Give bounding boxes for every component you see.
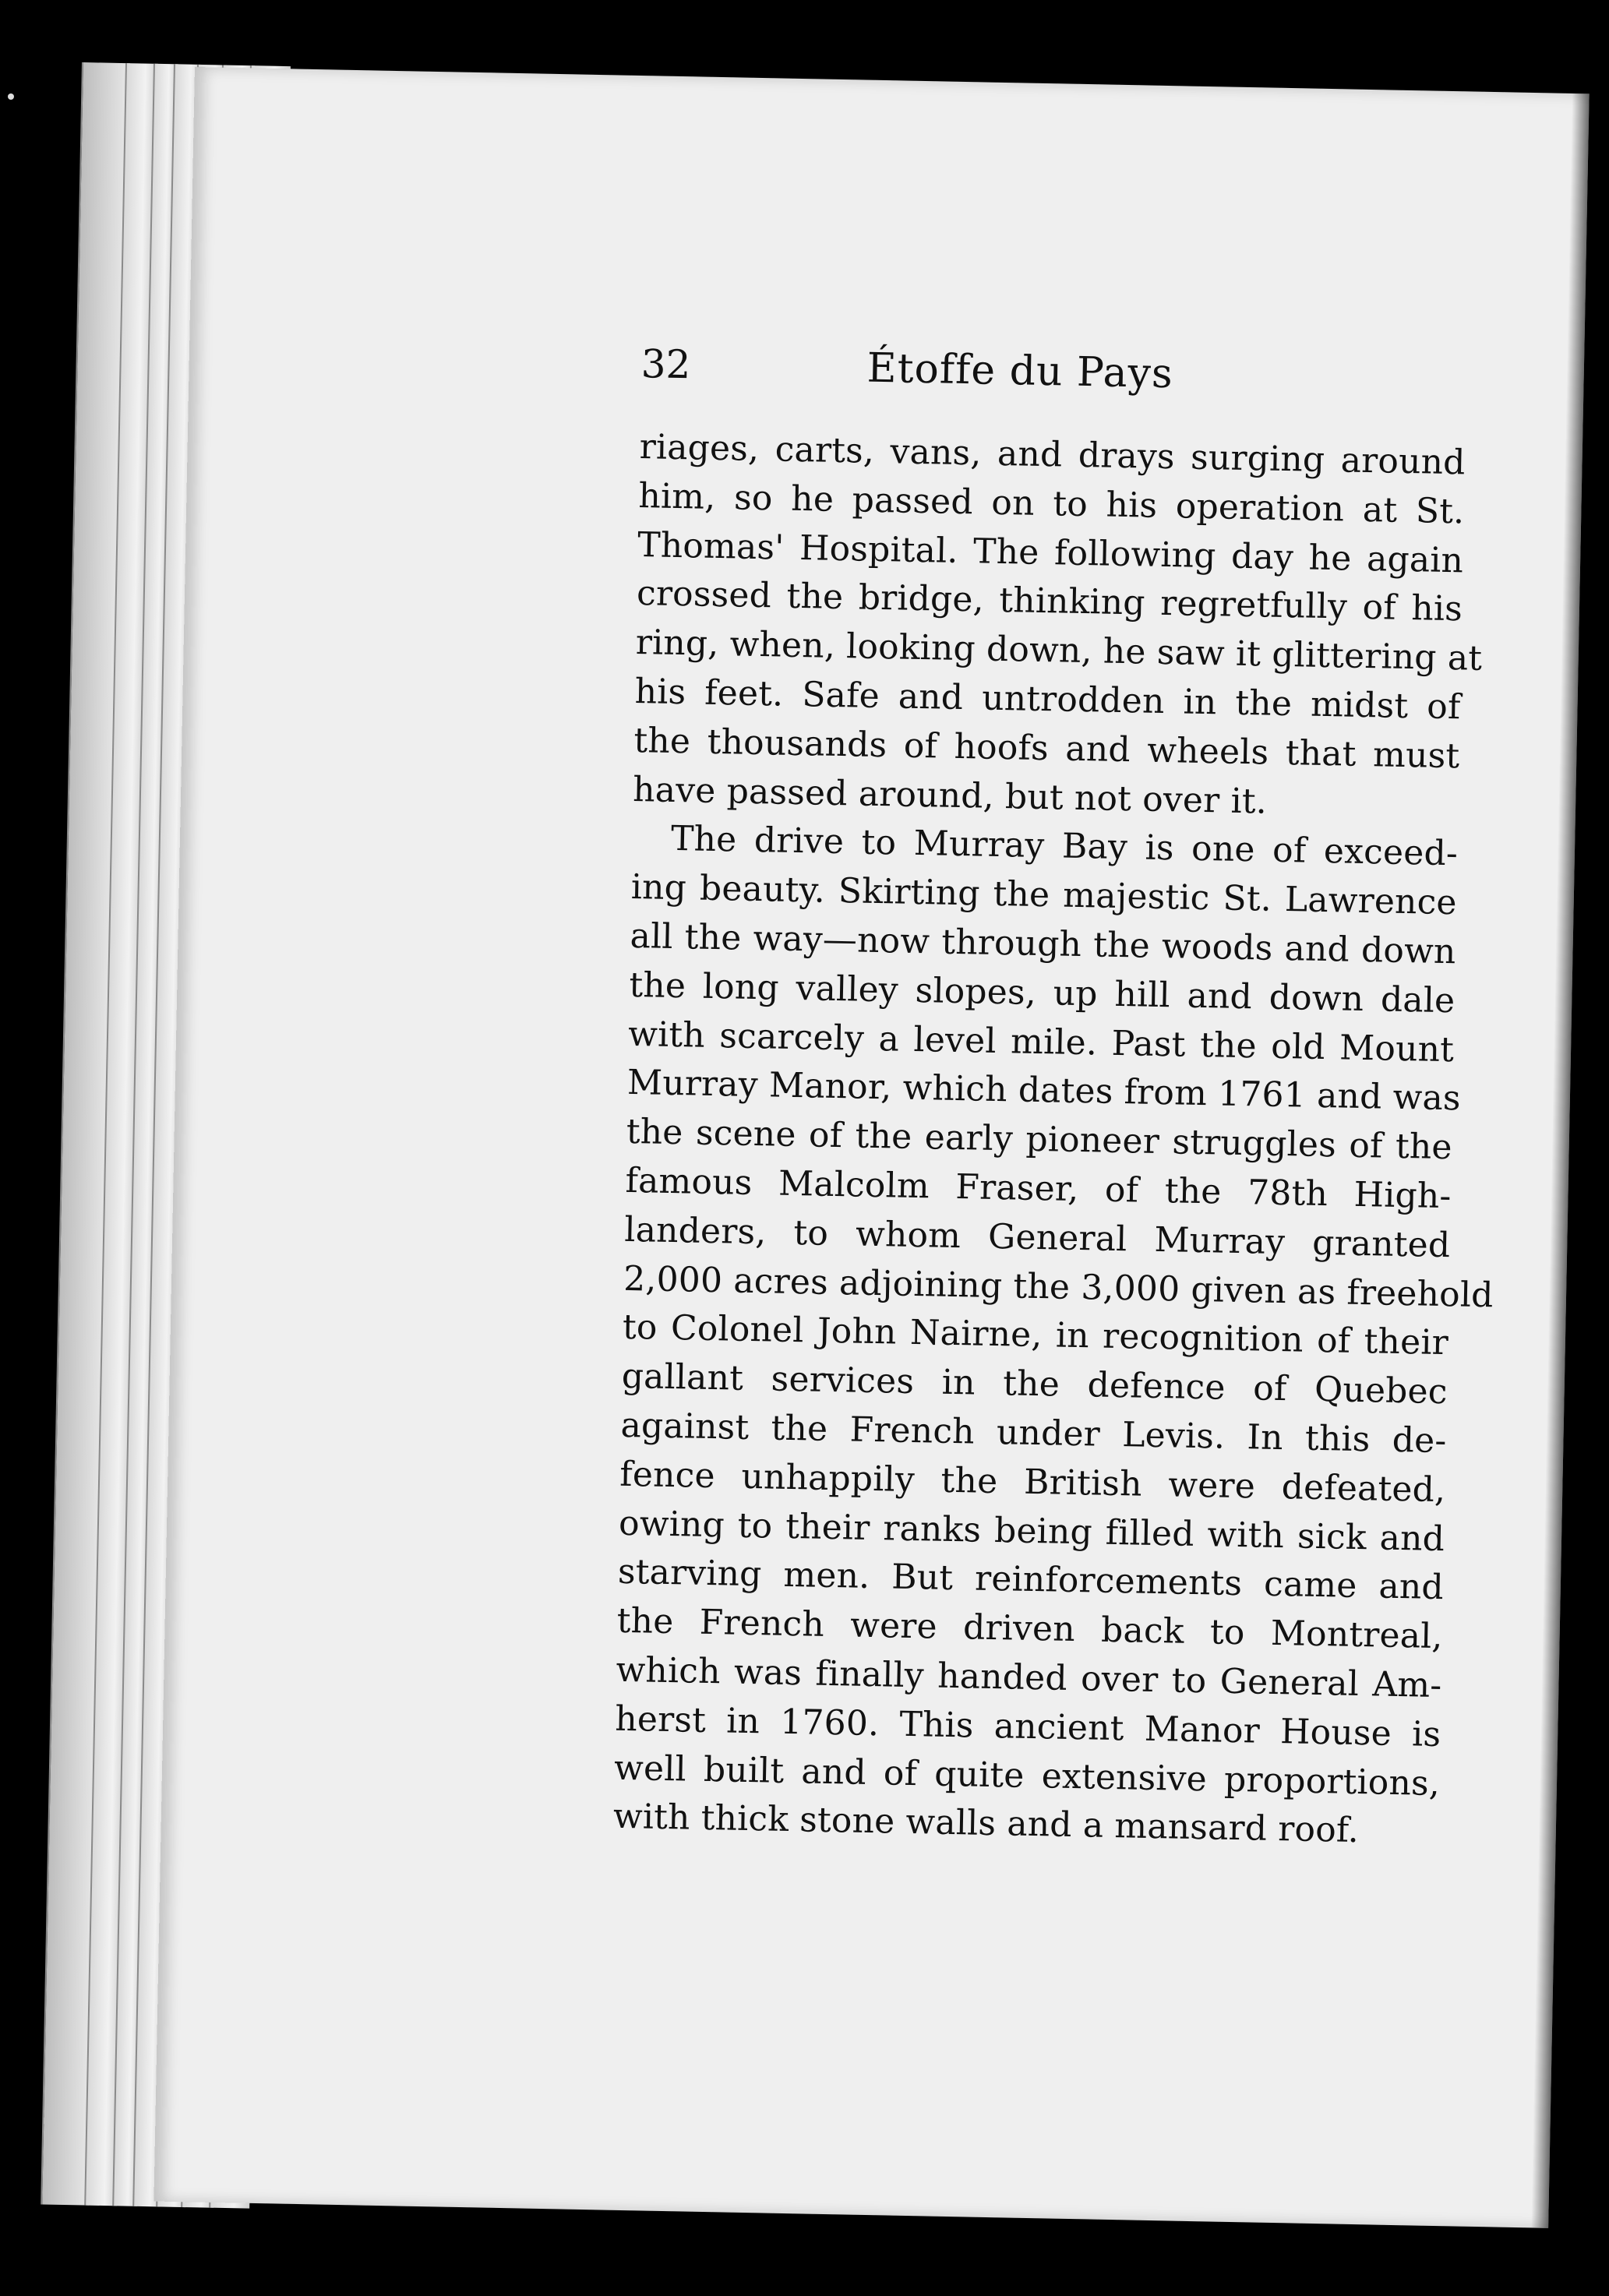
text-line: with scarcely a level mile. Past the old Mount (627, 1014, 1455, 1070)
text-line: crossed the bridge, thinking regretfully of his (636, 573, 1463, 630)
running-head (640, 340, 1467, 434)
text-line: the scene of the early pioneer struggles of the (626, 1112, 1453, 1168)
text-line: Thomas' Hospital. The following day he again (637, 524, 1464, 580)
page-text-block (612, 340, 1494, 1857)
text-line: riages, carts, vans, and drays surging around (639, 427, 1466, 483)
text-line: gallant services in the defence of Quebec (621, 1356, 1448, 1413)
dust-speck (8, 93, 14, 100)
text-line: the thousands of hoofs and wheels that must (633, 720, 1460, 777)
text-line: The drive to Murray Bay is one of exceed- (670, 819, 1459, 874)
text-line: all the way—now through the woods and down (630, 915, 1456, 972)
text-line: owing to their ranks being filled with sick and (618, 1503, 1445, 1559)
text-line: famous Malcolm Fraser, of the 78th High- (625, 1160, 1452, 1217)
text-line: the long valley slopes, up hill and down dale (628, 965, 1456, 1021)
text-line: ring, when, looking down, he saw it glittering at (635, 622, 1483, 679)
text-line: well built and of quite extensive proportions, (613, 1748, 1441, 1804)
text-line: herst in 1760. This ancient Manor House is (614, 1698, 1441, 1755)
text-line: have passed around, but not over it. (632, 769, 1268, 822)
running-title: Étoffe du Pays (866, 344, 1174, 398)
body-text (612, 423, 1494, 1857)
text-line: which was finally handed over to General Am- (616, 1649, 1442, 1706)
text-line: with thick stone walls and a mansard roof. (612, 1797, 1360, 1851)
text-line: ing beauty. Skirting the majestic St. Lawrence (630, 867, 1458, 923)
text-line: Murray Manor, which dates from 1761 and was (626, 1063, 1462, 1119)
text-line: landers, to whom General Murray granted (623, 1209, 1451, 1265)
text-line: the French were driven back to Montreal, (616, 1600, 1444, 1657)
text-line: him, so he passed on to his operation at St. (638, 475, 1465, 532)
page-number: 32 (640, 341, 691, 388)
text-line: fence unhappily the British were defeated, (619, 1454, 1446, 1510)
text-line: starving men. But reinforcements came and (617, 1552, 1445, 1608)
text-line: his feet. Safe and untrodden in the midst of (634, 671, 1462, 728)
text-line: 2,000 acres adjoining the 3,000 given as freehold (623, 1258, 1494, 1315)
book-page (153, 67, 1589, 2228)
text-line: to Colonel John Nairne, in recognition of their (622, 1307, 1449, 1363)
text-line: against the French under Levis. In this de- (620, 1405, 1447, 1462)
